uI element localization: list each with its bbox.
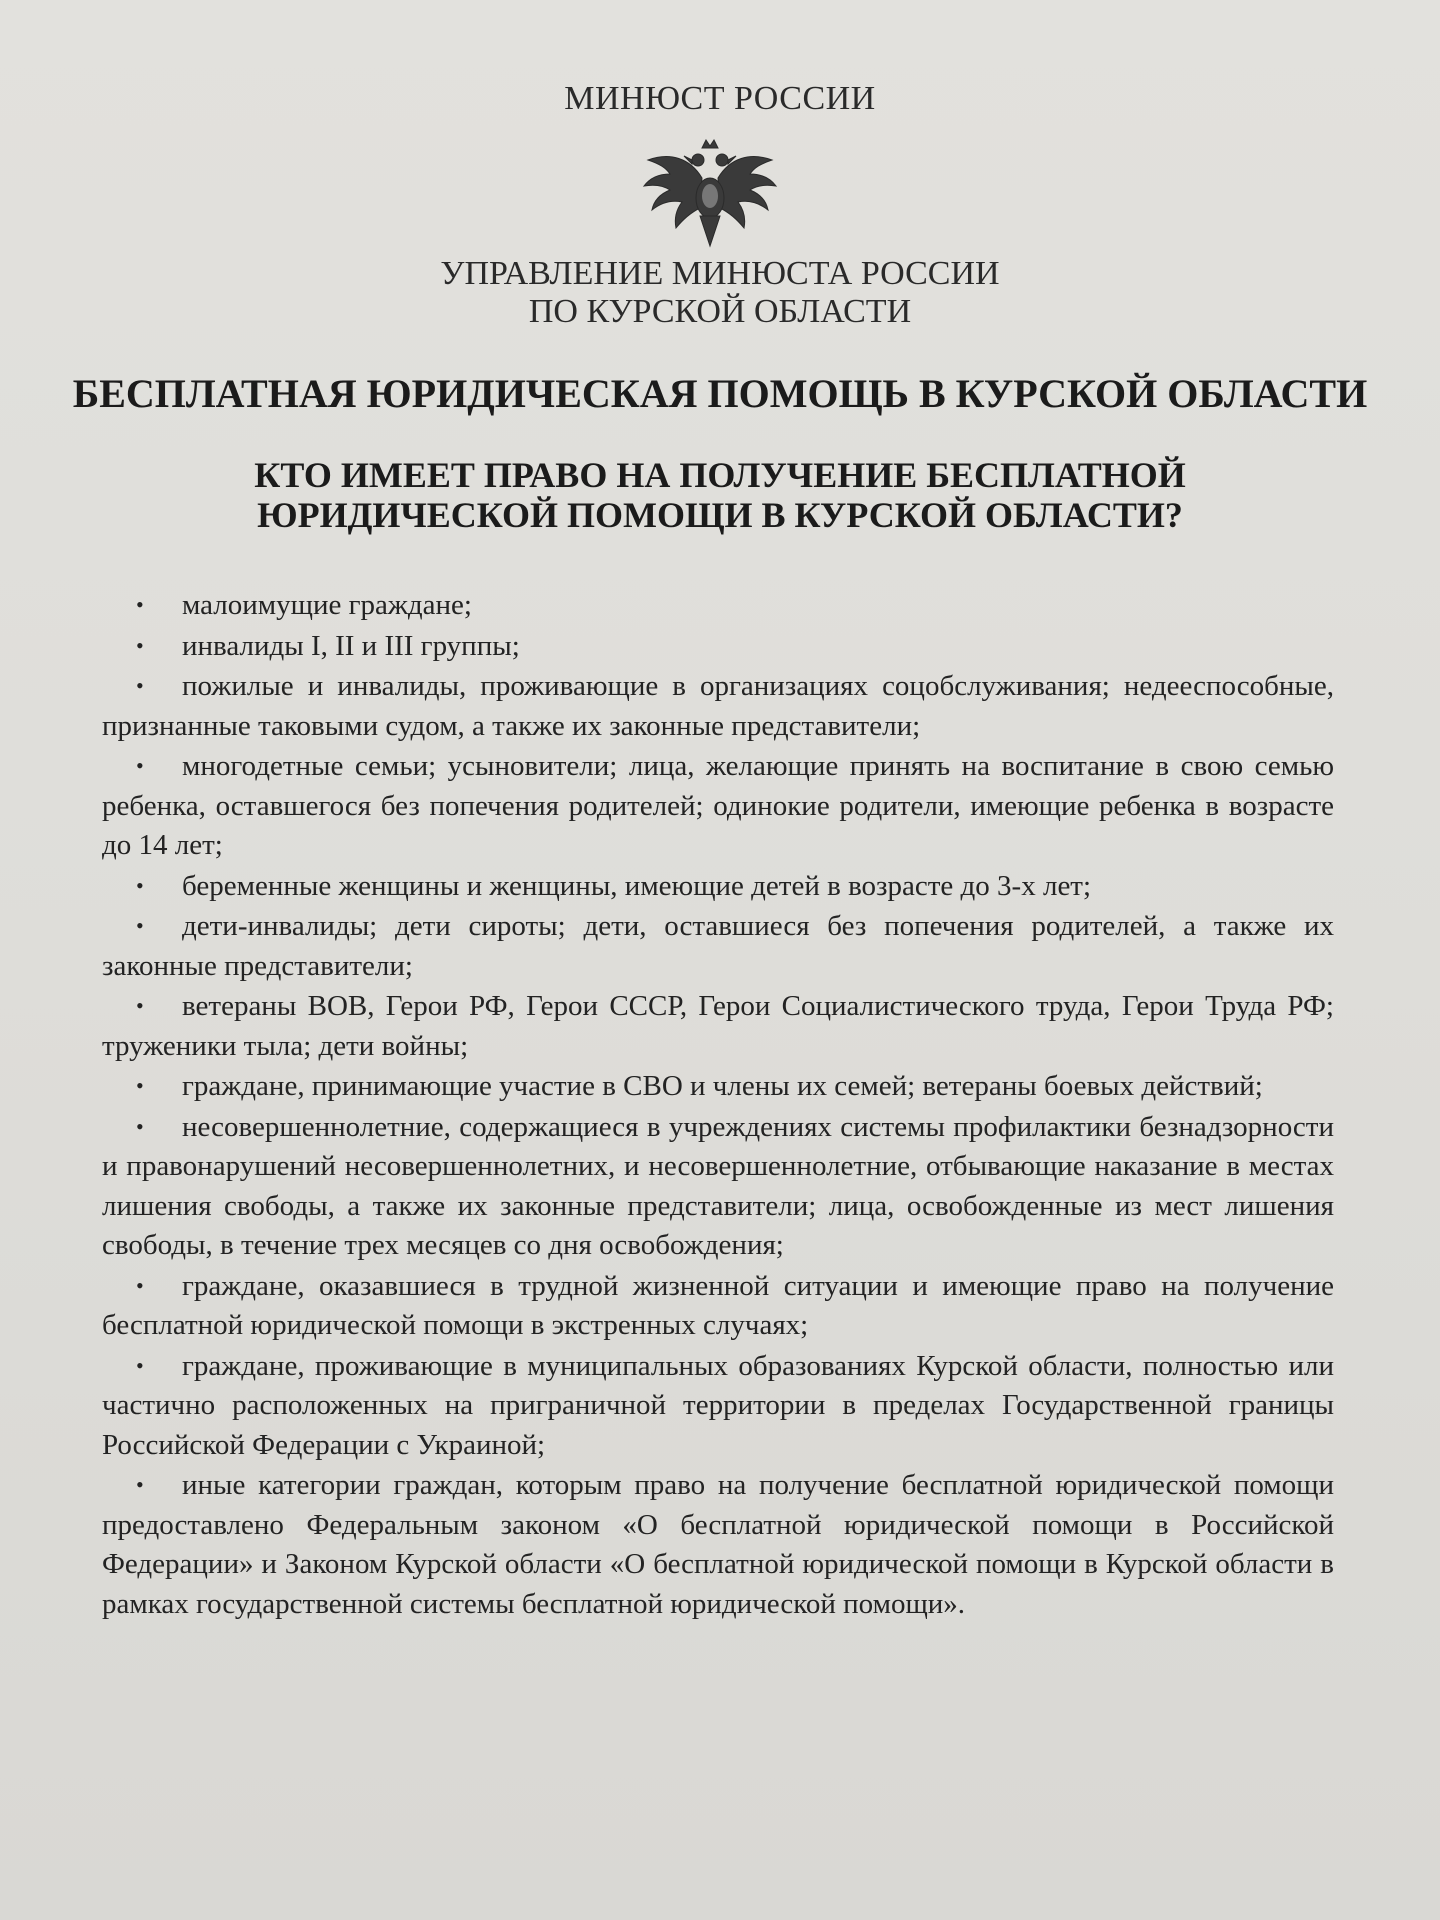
- bullet-icon: •: [136, 872, 144, 898]
- list-item-text: инвалиды I, II и III группы;: [182, 629, 520, 662]
- bullet-icon: •: [136, 632, 144, 658]
- bullet-icon: •: [136, 753, 144, 778]
- list-item-text: пожилые и инвалиды, проживающие в организациях соцобслуживания; недееспособные, признанные таковыми судом, а также их законные представители;: [102, 670, 1334, 742]
- list-item-text: граждане, принимающие участие в СВО и члены их семей; ветераны боевых действий;: [182, 1070, 1263, 1102]
- list-item: [102, 1066, 1334, 1107]
- list-item-text: граждане, оказавшиеся в трудной жизненной ситуации и имеющие право на получение бесплатной юридической помощи в экстренных случаях;: [102, 1269, 1334, 1341]
- bullet-icon: •: [136, 1113, 144, 1139]
- list-item: [102, 746, 1334, 866]
- list-item: [102, 1346, 1334, 1466]
- document-title: БЕСПЛАТНАЯ ЮРИДИЧЕСКАЯ ПОМОЩЬ В КУРСКОЙ ОБЛАСТИ: [72, 371, 1368, 416]
- bullet-icon: •: [136, 913, 144, 938]
- list-item: [102, 1465, 1334, 1624]
- double-headed-eagle-emblem-icon: [640, 138, 780, 250]
- list-item-text: иные категории граждан, которым право на получение бесплатной юридической помощи предоставлено Федеральным законом «О бесплатной юридической помощи в Российской Федерации» и Законом Курской области «О бесплатной юридической помощи в Курской области в рамках государственной системы бесплатной юридической помощи».: [102, 1469, 1334, 1620]
- bullet-icon: •: [136, 1073, 144, 1098]
- directorate-line-2: ПО КУРСКОЙ ОБЛАСТИ: [528, 293, 912, 330]
- list-item-text: несовершеннолетние, содержащиеся в учреждениях системы профилактики безнадзорности и правонарушений несовершеннолетних, и несовершеннолетние, отбывающие наказание в местах лишения свободы, а также их законные представители; лица, освобожденные из мест лишения свободы, в течение трех месяцев со дня освобождения;: [102, 1110, 1334, 1261]
- list-item: [102, 906, 1334, 986]
- bullet-icon: •: [136, 592, 144, 617]
- list-item: [102, 666, 1334, 746]
- document-subtitle: [0, 455, 1440, 535]
- list-item: [102, 585, 1334, 626]
- subtitle-line-2: ЮРИДИЧЕСКОЙ ПОМОЩИ В КУРСКОЙ ОБЛАСТИ?: [257, 495, 1183, 535]
- list-item-text: ветераны ВОВ, Герои РФ, Герои СССР, Герои Социалистического труда, Герои Труда РФ; труженики тыла; дети войны;: [102, 990, 1334, 1062]
- list-item: [102, 1266, 1334, 1346]
- list-item: [102, 1107, 1334, 1266]
- bullet-icon: •: [136, 993, 144, 1018]
- bullet-icon: •: [136, 673, 144, 698]
- list-item: [102, 626, 1334, 667]
- bullet-icon: •: [136, 1472, 144, 1497]
- bullet-icon: •: [136, 1352, 144, 1378]
- list-item-text: дети-инвалиды; дети сироты; дети, оставшиеся без попечения родителей, а также их законные представители;: [102, 910, 1334, 982]
- list-item-text: беременные женщины и женщины, имеющие детей в возрасте до 3-х лет;: [182, 869, 1092, 902]
- list-item-text: многодетные семьи; усыновители; лица, желающие принять на воспитание в свою семью ребенка, оставшегося без попечения родителей; одинокие родители, имеющие ребенка в возрасте до 14 лет;: [102, 750, 1334, 861]
- eligibility-list: [102, 585, 1334, 1624]
- ministry-name: МИНЮСТ РОССИИ: [564, 80, 876, 117]
- bullet-icon: •: [136, 1272, 144, 1298]
- directorate-name: [0, 255, 1440, 331]
- list-item-text: малоимущие граждане;: [182, 589, 472, 621]
- list-item: [102, 986, 1334, 1066]
- list-item-text: граждане, проживающие в муниципальных образованиях Курской области, полностью или частично расположенных на приграничной территории в пределах Государственной границы Российской Федерации с Украиной;: [102, 1349, 1334, 1461]
- list-item: [102, 866, 1334, 907]
- subtitle-line-1: КТО ИМЕЕТ ПРАВО НА ПОЛУЧЕНИЕ БЕСПЛАТНОЙ: [254, 455, 1186, 495]
- directorate-line-1: УПРАВЛЕНИЕ МИНЮСТА РОССИИ: [440, 255, 1000, 292]
